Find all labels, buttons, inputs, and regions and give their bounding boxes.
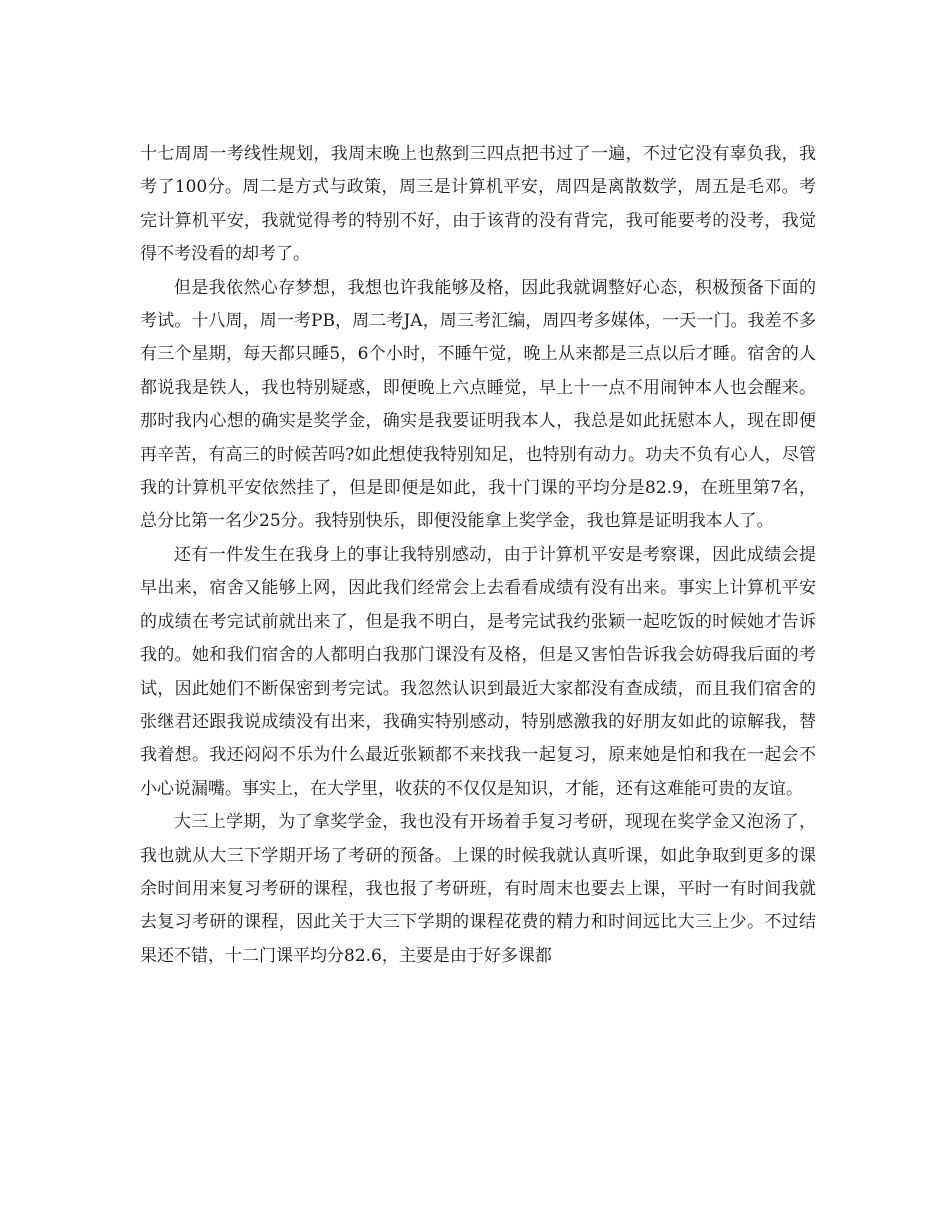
paragraph-1: 十七周周一考线性规划，我周末晚上也熬到三四点把书过了一遍，不过它没有辜负我，我考了100分。周二是方式与政策，周三是计算机平安，周四是离散数学，周五是毛邓。考完计算机平安，我就觉得考的特别不好，由于该背的没有背完，我可能要考的没考，我觉得不考没看的却考了。 bbox=[140, 144, 816, 265]
document-body bbox=[140, 138, 816, 973]
paragraph-2: 但是我依然心存梦想，我想也许我能够及格，因此我就调整好心态，积极预备下面的考试。十八周，周一考PB，周二考JA，周三考汇编，周四考多媒体，一天一门。我差不多有三个星期，每天都只睡5，6个小时，不睡午觉，晚上从来都是三点以后才睡。宿舍的人都说我是铁人，我也特别疑惑，即便晚上六点睡觉，早上十一点不用闹钟本人也会醒来。那时我内心想的确实是奖学金，确实是我要证明我本人，我总是如此抚慰本人，现在即便再辛苦，有高三的时候苦吗?如此想使我特别知足，也特别有动力。功夫不负有心人，尽管我的计算机平安依然挂了，但是即便是如此，我十门课的平均分是82.9，在班里第7名，总分比第一名少25分。我特别快乐，即便没能拿上奖学金，我也算是证明我本人了。 bbox=[140, 277, 816, 532]
paragraph-3: 还有一件发生在我身上的事让我特别感动，由于计算机平安是考察课，因此成绩会提早出来，宿舍又能够上网，因此我们经常会上去看看成绩有没有出来。事实上计算机平安的成绩在考完试前就出来了，但是我不明白，是考完试我约张颖一起吃饭的时候她才告诉我的。她和我们宿舍的人都明白我那门课没有及格，但是又害怕告诉我会妨碍我后面的考试，因此她们不断保密到考完试。我忽然认识到最近大家都没有查成绩，而且我们宿舍的张继君还跟我说成绩没有出来，我确实特别感动，特别感激我的好朋友如此的谅解我，替我着想。我还闷闷不乐为什么最近张颖都不来找我一起复习，原来她是怕和我在一起会不小心说漏嘴。事实上，在大学里，收获的不仅仅是知识，才能，还有这难能可贵的友谊。 bbox=[140, 544, 816, 799]
paragraph-4: 大三上学期，为了拿奖学金，我也没有开场着手复习考研，现现在奖学金又泡汤了，我也就从大三下学期开场了考研的预备。上课的时候我就认真听课，如此争取到更多的课余时间用来复习考研的课程，我也报了考研班，有时周末也要去上课，平时一有时间我就去复习考研的课程，因此关于大三下学期的课程花费的精力和时间远比大三上少。不过结果还不错，十二门课平均分82.6，主要是由于好多课都 bbox=[140, 812, 816, 966]
